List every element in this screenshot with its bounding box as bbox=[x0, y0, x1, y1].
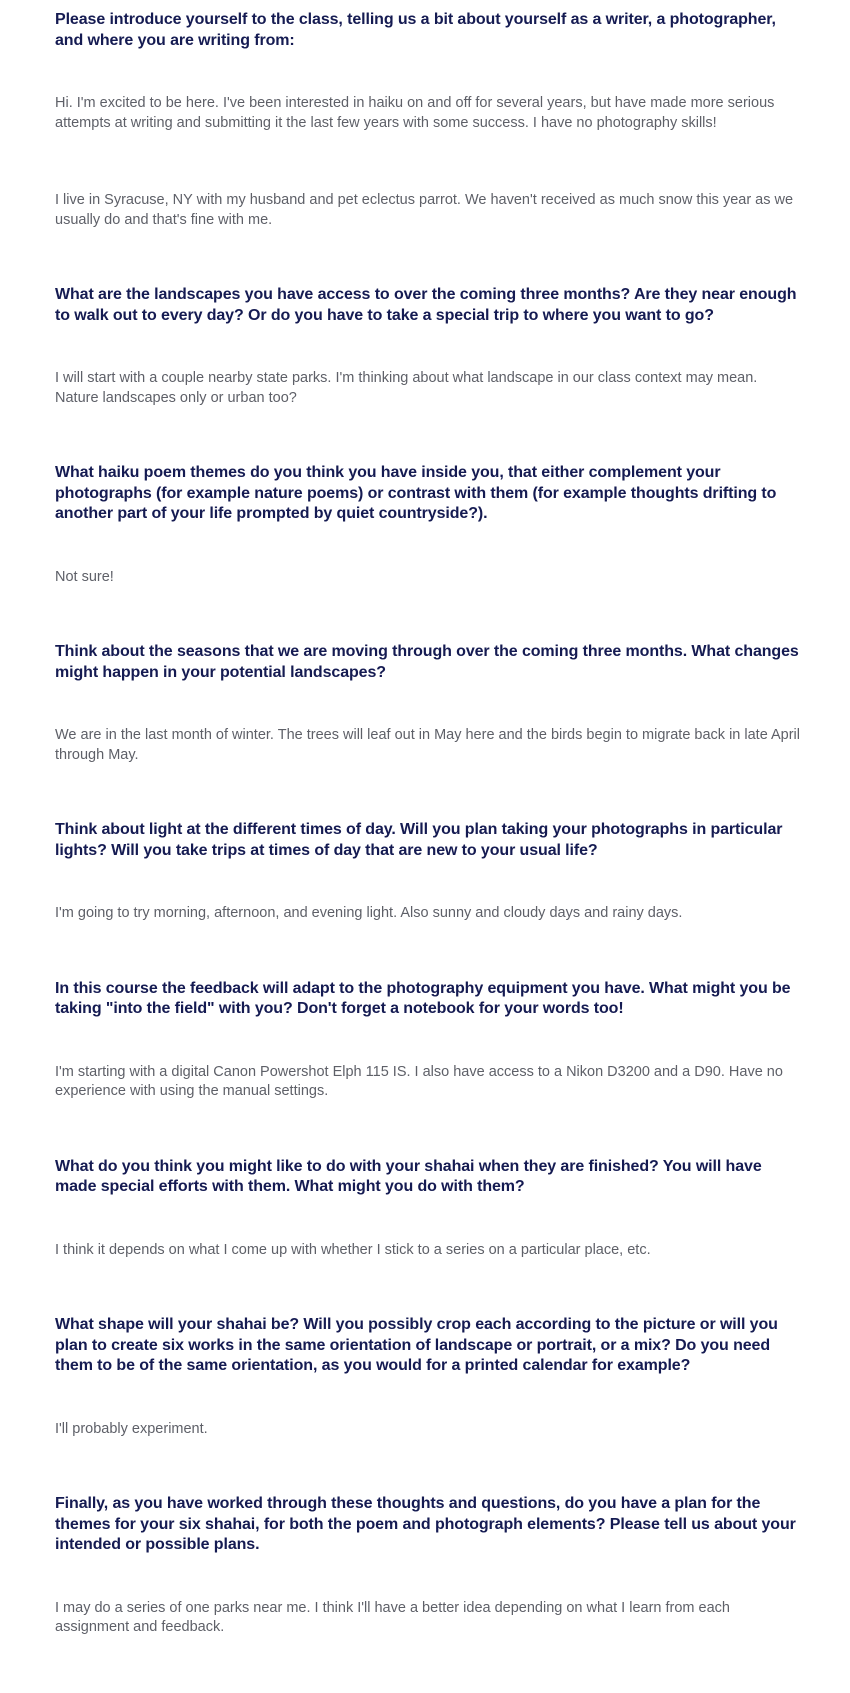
question-text: What are the landscapes you have access to over the coming three months? Are they near enough to walk out to every day? Or do you have to take a special trip to where you want to go? bbox=[55, 286, 797, 324]
answer-paragraph: We are in the last month of winter. The trees will leaf out in May here and the birds begin to migrate back in late April through May. bbox=[55, 727, 805, 763]
answer-paragraph: I may do a series of one parks near me. I think I'll have a better idea depending on what I learn from each assignment and feedback. bbox=[55, 1599, 735, 1635]
questionnaire bbox=[55, 10, 805, 1693]
answer-text bbox=[55, 529, 800, 627]
question-text: What do you think you might like to do with your shahai when they are finished? You will have made special efforts with them. What might you do with them? bbox=[55, 1157, 762, 1195]
answer-paragraph: I'm starting with a digital Canon Powershot Elph 115 IS. I also have access to a Nikon D3200 and a D90. Have no experience with using the manual settings. bbox=[55, 1063, 787, 1099]
answer-paragraph: I think it depends on what I come up with whether I stick to a series on a particular place, etc. bbox=[55, 1241, 651, 1258]
question-text: What haiku poem themes do you think you have inside you, that either complement your photographs (for example nature poems) or contrast with them (for example thoughts drifting to another part of your life prompted by quiet countryside?). bbox=[55, 464, 777, 522]
question-text: What shape will your shahai be? Will you possibly crop each according to the picture or will you plan to create six works in the same orientation of landscape or portrait, or a mix? Do you need them to be of the same orientation, as you would for a printed calendar for example? bbox=[55, 1316, 778, 1374]
qa-block-themes bbox=[55, 463, 800, 626]
qa-block-seasons bbox=[55, 642, 805, 804]
answer-paragraph: I'll probably experiment. bbox=[55, 1420, 208, 1437]
question-text: In this course the feedback will adapt to the photography equipment you have. What might you be taking "into the field" with you? Don't forget a notebook for your words too! bbox=[55, 979, 791, 1017]
qa-block-plans bbox=[55, 1494, 800, 1677]
qa-block-light bbox=[55, 820, 800, 963]
question-text: Think about light at the different times of day. Will you plan taking your photographs in particular lights? Will you take trips at times of day that are new to your usual life? bbox=[55, 821, 783, 859]
question-text: Think about the seasons that we are moving through over the coming three months. What changes might happen in your potential landscapes? bbox=[55, 643, 799, 681]
answer-paragraph: I live in Syracuse, NY with my husband and pet eclectus parrot. We haven't received as much snow this year as we usually do and that's fine with me. bbox=[55, 192, 798, 228]
answer-text bbox=[55, 687, 805, 804]
qa-block-finished-shahai bbox=[55, 1157, 800, 1300]
answer-text bbox=[55, 1202, 800, 1300]
qa-block-introduction bbox=[55, 10, 800, 269]
answer-paragraph: I will start with a couple nearby state parks. I'm thinking about what landscape in our class context may mean. Nature landscapes only or urban too? bbox=[55, 370, 762, 406]
qa-block-equipment bbox=[55, 979, 800, 1141]
answer-paragraph: Not sure! bbox=[55, 568, 114, 585]
answer-text bbox=[55, 1381, 800, 1479]
question-text: Please introduce yourself to the class, telling us a bit about yourself as a writer, a photographer, and where you are writing from: bbox=[55, 11, 776, 49]
qa-block-shape bbox=[55, 1315, 800, 1478]
answer-text bbox=[55, 55, 800, 269]
answer-text bbox=[55, 865, 800, 963]
question-text: Finally, as you have worked through these thoughts and questions, do you have a plan for the themes for your six shahai, for both the poem and photograph elements? Please tell us about your intended or possible plans. bbox=[55, 1495, 796, 1553]
answer-paragraph: Hi. I'm excited to be here. I've been interested in haiku on and off for several years, but have made more serious attempts at writing and submitting it the last few years with some success. I have no photography skills! bbox=[55, 95, 779, 131]
answer-text bbox=[55, 1024, 800, 1141]
answer-text bbox=[55, 1560, 800, 1677]
answer-text bbox=[55, 330, 800, 447]
answer-paragraph: I'm going to try morning, afternoon, and evening light. Also sunny and cloudy days and rainy days. bbox=[55, 905, 683, 921]
qa-block-landscapes bbox=[55, 285, 800, 447]
